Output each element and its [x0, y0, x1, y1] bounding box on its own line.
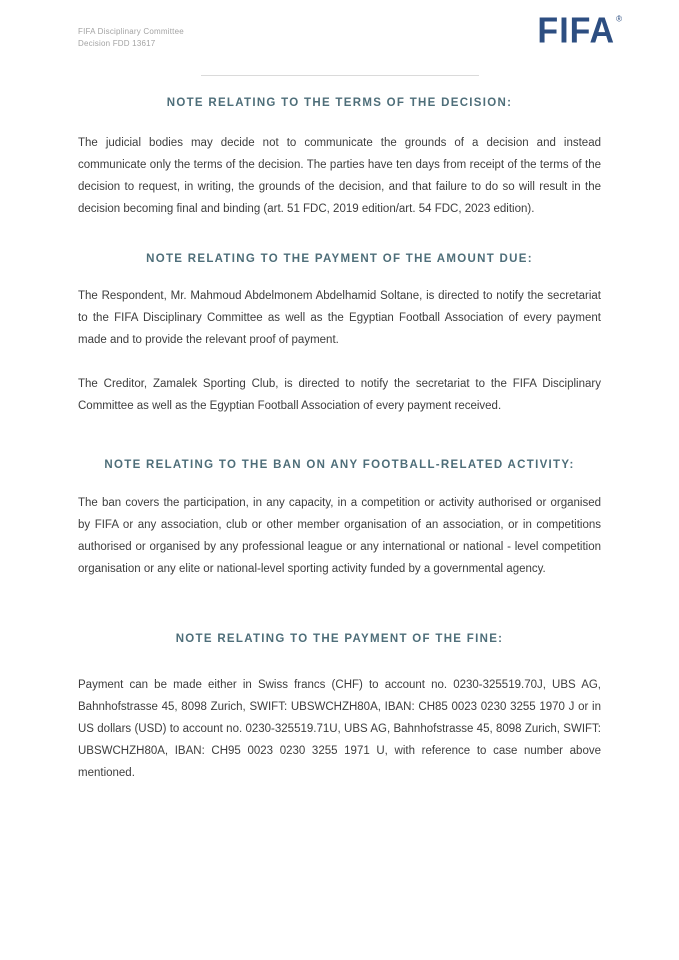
document-body [78, 90, 601, 784]
paragraph-terms-of-decision: The judicial bodies may decide not to communicate the grounds of a decision and instead communicate only the terms of the decision. The parties have ten days from receipt of the terms of the decision to request, in writing, the grounds of the decision, and that failure to do so will result in the decision becoming final and binding (art. 51 FDC, 2019 edition/art. 54 FDC, 2023 edition). [78, 137, 601, 215]
committee-name: FIFA Disciplinary Committee [78, 27, 184, 36]
document-meta [78, 26, 184, 51]
section-heading-payment-of-fine: NOTE RELATING TO THE PAYMENT OF THE FINE: [175, 633, 504, 645]
decision-number: Decision FDD 13617 [78, 39, 156, 49]
registered-trademark-symbol: ® [616, 14, 623, 24]
fifa-logo-wordmark: FIFA [537, 11, 616, 51]
section-heading-payment-amount-due: NOTE RELATING TO THE PAYMENT OF THE AMOUNT DUE: [146, 253, 533, 265]
paragraph-ban-scope: The ban covers the participation, in any capacity, in a competition or activity authorised or organised by FIFA or any association, club or other member organisation of an association, or in competitions authorised or organised by any professional league or any international or national - level competition organisation or any elite or national-level sporting activity funded by a governmental agency. [78, 497, 601, 575]
section-heading-football-ban: NOTE RELATING TO THE BAN ON ANY FOOTBALL-RELATED ACTIVITY: [104, 459, 575, 471]
header-divider-line [201, 75, 479, 76]
fifa-logo [537, 13, 622, 49]
paragraph-fine-payment-details: Payment can be made either in Swiss francs (CHF) to account no. 0230-325519.70J, UBS AG, Bahnhofstrasse 45, 8098 Zurich, SWIFT: UBSWCHZH80A, IBAN: CH85 0023 0230 3255 1970 J or in US dollars (USD) to account no. 0230-325519.71U, UBS AG, Bahnhofstrasse 45, 8098 Zurich, SWIFT: UBSWCHZH80A, IBAN: CH95 0023 0230 3255 1971 U, with reference to case number above mentioned. [78, 679, 601, 779]
paragraph-creditor-notify: The Creditor, Zamalek Sporting Club, is directed to notify the secretariat to the FIFA Disciplinary Committee as well as the Egyptian Football Association of every payment received. [78, 378, 601, 412]
paragraph-respondent-notify: The Respondent, Mr. Mahmoud Abdelmonem Abdelhamid Soltane, is directed to notify the secretariat to the FIFA Disciplinary Committee as well as the Egyptian Football Association of every payment made and to provide the relevant proof of payment. [78, 290, 601, 346]
section-heading-terms-of-decision: NOTE RELATING TO THE TERMS OF THE DECISION: [166, 97, 513, 109]
document-header [78, 11, 623, 60]
